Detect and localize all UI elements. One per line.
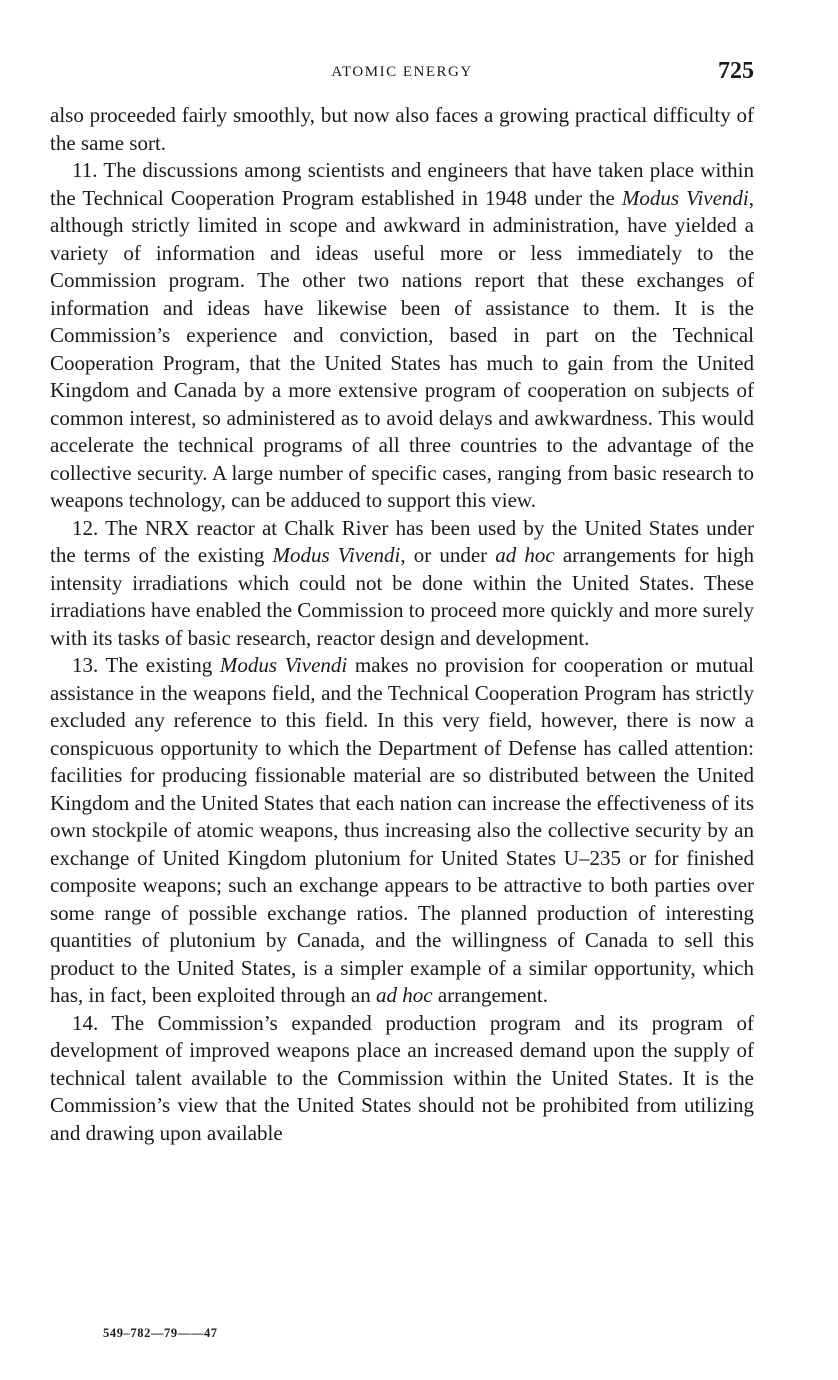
italic-term: Modus Vivendi	[621, 185, 749, 210]
paragraph-12	[50, 515, 754, 653]
italic-term: ad hoc	[495, 543, 555, 567]
paragraph-11	[50, 157, 754, 515]
italic-term: Modus Vivendi	[272, 543, 401, 567]
paragraph-text: 12. The NRX reactor at Chalk River has been used by the United States under the terms of the existing	[50, 515, 754, 567]
paragraph-text: also proceeded fairly smoothly, but now also faces a growing practical difficulty of the same sort.	[50, 103, 754, 155]
paragraph-text: 14. The Commission’s expanded production program and its program of development of improved weapons place an increased demand upon the supply of technical talent available to the Commission within the United States. It is the Commission’s view that the United States should not be prohibited from utilizing and drawing upon available	[50, 1010, 754, 1145]
paragraph-text: makes no provision for cooperation or mutual assistance in the weapons field, and the Technical Cooperation Program has strictly excluded any reference to this field. In this very field, however, there is now a conspicuous opportunity to which the Department of Defense has called attention: facilities for producing fissionable material are so distributed between the United Kingdom and the United States that each nation can increase the effectiveness of its own stockpile of atomic weapons, thus increasing also the collective security by an exchange of United Kingdom plutonium for United States U–235 or for finished composite weapons; such an exchange appears to be attractive to both parties over some range of possible exchange ratios. The planned production of interesting quantities of plutonium by Canada, and the willingness of Canada to sell this product to the United States, is a simpler example of a similar opportunity, which has, in fact, been exploited through an	[50, 653, 754, 1007]
italic-term: Modus Vivendi	[219, 653, 348, 677]
page-number: 725	[718, 58, 754, 84]
body-text	[50, 102, 754, 1147]
paragraph-14	[50, 1010, 754, 1148]
paragraph-text: 11. The discussions among scientists and engineers that have taken place within the Technical Cooperation Program established in 1948 under the	[50, 158, 754, 210]
document-page	[50, 58, 754, 1147]
paragraph-continued	[50, 102, 754, 157]
paragraph-13	[50, 652, 754, 1010]
italic-term: ad hoc	[375, 983, 433, 1007]
paragraph-text: arrangement.	[432, 983, 549, 1007]
paragraph-text: 13. The existing	[72, 653, 220, 677]
page-header	[50, 58, 754, 96]
print-code-footer: 549–782—79——47	[103, 1326, 218, 1340]
paragraph-text: , or under	[400, 543, 496, 567]
running-head: ATOMIC ENERGY	[331, 64, 473, 80]
paragraph-text: , although strictly limited in scope and awkward in administration, have yielded a variety of information and ideas useful more or less immediately to the Commission program. The other two nations report that these exchanges of information and ideas have likewise been of assistance to them. It is the Commission’s experience and conviction, based in part on the Technical Cooperation Program, that the United States has much to gain from the United Kingdom and Canada by a more extensive program of cooperation on subjects of common interest, so administered as to avoid delays and awkwardness. This would accelerate the technical programs of all three countries to the advantage of the collective security. A large number of specific cases, ranging from basic research to weapons technology, can be adduced to support this view.	[50, 185, 755, 512]
paragraph-text: arrangements for high intensity irradiations which could not be done within the United States. These irradiations have enabled the Commission to proceed more quickly and more surely with its tasks of basic research, reactor design and development.	[50, 543, 754, 650]
